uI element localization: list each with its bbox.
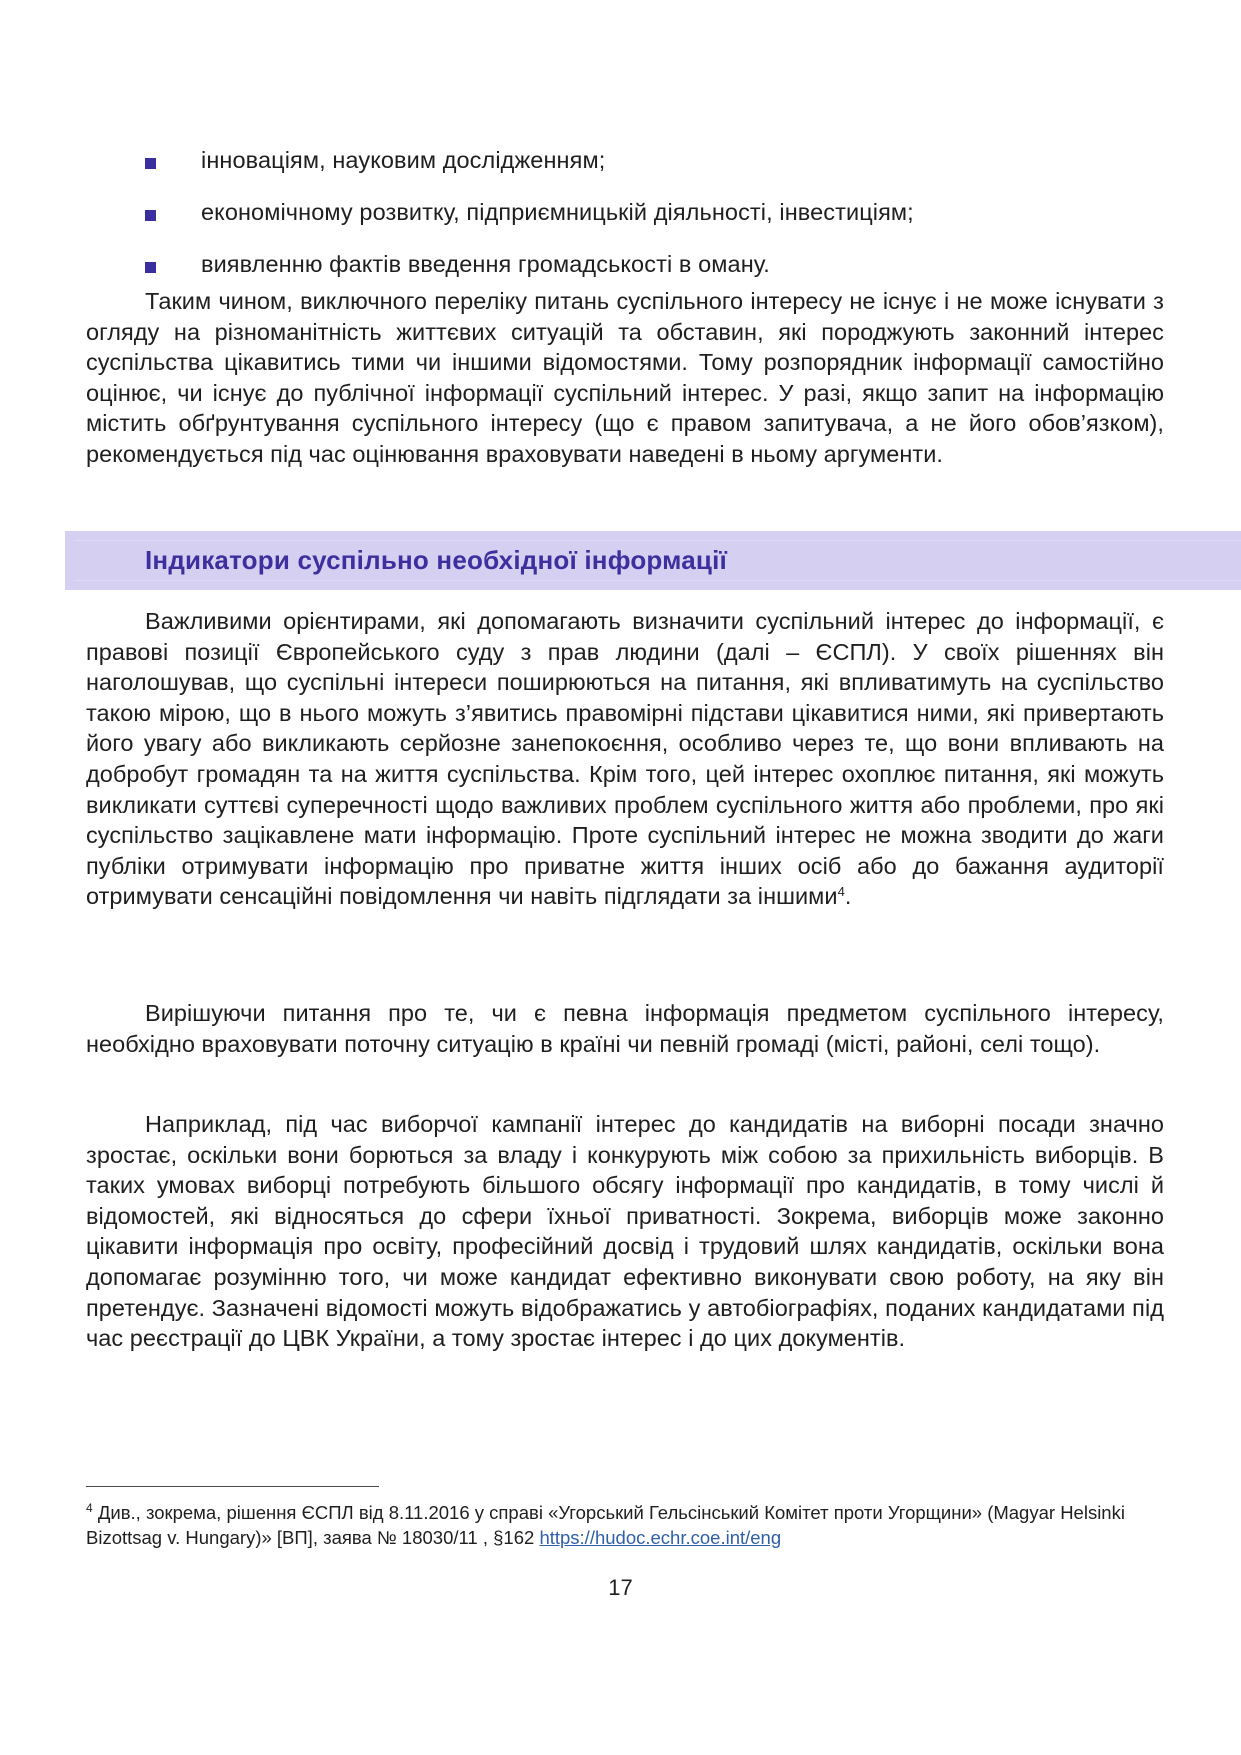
paragraph-text: Важливими орієнтирами, які допомагають визначити суспільний інтерес до інформації, є правові позиції Європейського суду з прав людини (далі – ЄСПЛ). У своїх рішеннях він наголошував, що суспільні інтереси поширюються на питання, які впливатимуть на суспільство такою мірою, що в нього можуть з’явитись правомірні підстави цікавитися ними, які привертають його увагу або викликають серйозне занепокоєння, особливо через те, що вони впливають на добробут громадян та на життя суспільства. Крім того, цей інтерес охоплює питання, які можуть викликати суттєві суперечності щодо важливих проблем суспільного життя або проблеми, про які суспільство зацікавлене мати інформацію. Проте суспільний інтерес не можна зводити до жаги публіки отримувати інформацію про приватне життя інших осіб або до бажання аудиторії отримувати сенсаційні повідомлення чи навіть підглядати за іншими [86,608,1164,910]
bullet-text: економічному розвитку, підприємницькій діяльності, інвестиціям; [201,199,914,225]
header-divider [75,540,1241,541]
footnote-reference[interactable]: 4 [837,884,845,900]
footnote-separator [86,1486,379,1487]
header-divider [75,580,1241,581]
bullet-item [145,145,1165,180]
bullet-item [145,197,1165,232]
section-title: Індикатори суспільно необхідної інформації [145,545,728,575]
bullet-list [145,145,1165,301]
paragraph-election-example: Наприклад, під час виборчої кампанії інтерес до кандидатів на виборні посади значно зростає, оскільки вони борються за владу і конкурують між собою за прихильність виборців. В таких умовах виборці потребують більшого обсягу інформації про кандидатів, в тому числі й відомостей, які відносяться до сфери їхньої приватності. Зокрема, виборців може законно цікавити інформація про освіту, професійний досвід і трудовий шлях кандидатів, оскільки вона допомагає розумінню того, чи може кандидат ефективно виконувати свою роботу, на яку він претендує. Зазначені відомості можуть відображатись у автобіографіях, поданих кандидатами під час реєстрації до ЦВК України, а тому зростає інтерес і до цих документів. [86,1111,1164,1352]
page-number: 17 [608,1575,633,1600]
hudoc-link[interactable]: https://hudoc.echr.coe.int/eng [539,1527,782,1548]
footnote [86,1500,1164,1550]
bullet-text: виявленню фактів введення громадськості в оману. [201,251,770,277]
paragraph-echr-positions [86,606,1164,912]
paragraph-end: . [844,883,852,910]
square-bullet-icon [145,210,156,221]
bullet-item [145,249,1165,284]
bullet-text: інноваціям, науковим дослідженням; [201,147,606,173]
footnote-number: 4 [86,1501,93,1515]
section-header [65,531,1241,590]
paragraph-current-situation: Вирішуючи питання про те, чи є певна інформація предметом суспільного інтересу, необхідно враховувати поточну ситуацію в країні чи певній громаді (місті, районі, селі тощо). [86,1000,1164,1057]
footnote-text: Див., зокрема, рішення ЄСПЛ від 8.11.2016 у справі «Угорський Гельсінський Комітет проти Угорщини» (Magyar Helsinki Bizottsag v. Hungary)» [ВП], заява № 18030/11 , §162 [86,1502,1125,1548]
paragraph-conclusion: Таким чином, виключного переліку питань суспільного інтересу не існує і не може існувати з огляду на різноманітність життєвих ситуацій та обставин, які породжують законний інтерес суспільства цікавитись тими чи іншими відомостями. Тому розпорядник інформації самостійно оцінює, чи існує до публічної інформації суспільний інтерес. У разі, якщо запит на інформацію містить обґрунтування суспільного інтересу (що є правом запитувача, а не його обов’язком), рекомендується під час оцінювання враховувати наведені в ньому аргументи. [86,288,1164,467]
square-bullet-icon [145,158,156,169]
square-bullet-icon [145,262,156,273]
